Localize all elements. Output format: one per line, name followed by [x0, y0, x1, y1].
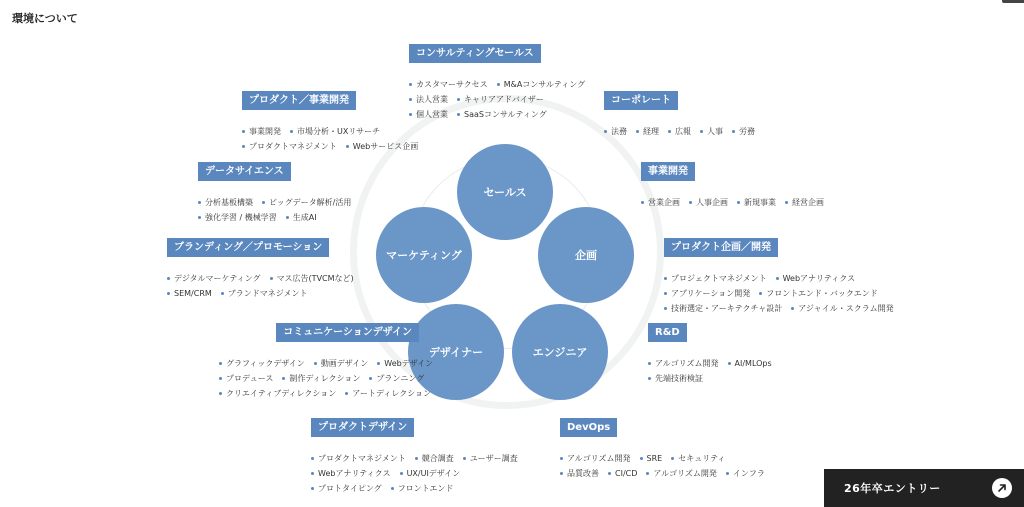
role-item: Webデザイン	[377, 356, 433, 371]
item-row	[311, 445, 527, 463]
item-row	[409, 101, 594, 119]
role-item: CI/CD	[608, 466, 637, 481]
role-item: プロダクトマネジメント	[311, 451, 406, 466]
group-title: コンサルティングセールス	[409, 44, 541, 63]
item-row	[664, 295, 903, 313]
group-product-planning	[664, 235, 903, 313]
role-item: 動画デザイン	[314, 356, 368, 371]
role-item: アルゴリズム開発	[646, 466, 717, 481]
page-title: 環境について	[12, 12, 78, 25]
role-item: 新規事業	[737, 195, 776, 210]
role-item: グラフィックデザイン	[219, 356, 305, 371]
role-item: アルゴリズム開発	[648, 356, 719, 371]
item-row	[409, 71, 594, 89]
role-item: アートディレクション	[345, 386, 431, 401]
group-communication-design	[219, 320, 434, 398]
item-row	[664, 265, 903, 283]
role-item: Webアナリティクス	[776, 271, 856, 286]
role-item: 制作ディレクション	[282, 371, 360, 386]
arrow-icon-glyph	[997, 483, 1007, 493]
circle-planning: 企画	[538, 207, 634, 303]
group-title: コミュニケーションデザイン	[276, 323, 419, 342]
item-row	[664, 280, 903, 298]
role-item: ビッグデータ解析/活用	[262, 195, 351, 210]
role-item: プロトタイピング	[311, 481, 382, 496]
role-item: クリエイティブディレクション	[219, 386, 336, 401]
role-item: Webアナリティクス	[311, 466, 391, 481]
group-items	[311, 445, 527, 493]
role-item: 人事企画	[689, 195, 728, 210]
circle-sales: セールス	[457, 144, 553, 240]
group-branding	[167, 235, 363, 298]
group-product-design	[311, 415, 527, 493]
circle-designer: デザイナー	[408, 304, 504, 400]
group-consulting-sales	[409, 41, 594, 119]
role-item: 人事	[700, 124, 723, 139]
item-row	[242, 118, 427, 136]
role-item: 事業開発	[242, 124, 281, 139]
role-item: キャリアアドバイザー	[457, 92, 544, 107]
role-item: SEM/CRM	[167, 286, 212, 301]
group-title: データサイエンス	[198, 162, 291, 181]
role-item: プロダクトマネジメント	[242, 139, 337, 154]
role-item: 経営企画	[785, 195, 824, 210]
role-item: カスタマーサクセス	[409, 77, 488, 92]
role-item: 技術選定・アーキテクチャ設計	[664, 301, 782, 316]
role-item: 法務	[604, 124, 627, 139]
role-item: アルゴリズム開発	[560, 451, 631, 466]
item-row	[219, 380, 432, 398]
role-item: プロジェクトマネジメント	[664, 271, 767, 286]
arrow-icon	[992, 478, 1012, 498]
role-item: 個人営業	[409, 107, 448, 122]
group-devops	[560, 415, 774, 478]
role-item: アジャイル・スクラム開発	[791, 301, 893, 316]
role-item: 強化学習 / 機械学習	[198, 210, 277, 225]
role-item: プロデュース	[219, 371, 273, 386]
group-product-business	[242, 88, 427, 151]
role-item: 労務	[732, 124, 755, 139]
item-row	[167, 265, 363, 283]
role-item: デジタルマーケティング	[167, 271, 261, 286]
group-items	[641, 189, 833, 207]
group-items	[664, 265, 903, 313]
role-item: 広報	[668, 124, 691, 139]
item-row	[604, 118, 764, 136]
group-business-dev	[641, 159, 833, 207]
group-items	[648, 350, 781, 383]
group-title: 事業開発	[641, 162, 695, 181]
circle-marketing: マーケティング	[376, 207, 472, 303]
entry-button-label: 26年卒エントリー	[844, 482, 941, 495]
group-title: プロダクトデザイン	[311, 418, 414, 437]
role-item: 市場分析・UXリサーチ	[290, 124, 380, 139]
role-item: マス広告(TVCMなど)	[270, 271, 354, 286]
group-title: プロダクト企画／開発	[664, 238, 778, 257]
role-item: アプリケーション開発	[664, 286, 750, 301]
role-item: 経理	[636, 124, 659, 139]
group-items	[560, 445, 774, 478]
item-row	[219, 350, 434, 368]
group-rnd	[648, 320, 781, 383]
group-items	[219, 350, 434, 398]
item-row	[198, 189, 360, 207]
item-row	[560, 445, 774, 463]
role-item: 先端技術検証	[648, 371, 703, 386]
circle-engineer: エンジニア	[512, 304, 608, 400]
role-item: UX/UIデザイン	[400, 466, 461, 481]
group-title: DevOps	[560, 418, 617, 437]
role-item: 営業企画	[641, 195, 680, 210]
group-title: R&D	[648, 323, 687, 342]
role-item: Webサービス企画	[346, 139, 418, 154]
group-items	[604, 118, 764, 136]
role-item: プランニング	[369, 371, 424, 386]
role-item: 品質改善	[560, 466, 599, 481]
item-row	[219, 365, 425, 383]
group-title: プロダクト／事業開発	[242, 91, 356, 110]
item-row	[242, 133, 427, 151]
role-item: SaaSコンサルティング	[457, 107, 547, 122]
group-data-science	[198, 159, 360, 222]
role-item: ブランドマネジメント	[221, 286, 308, 301]
item-row	[648, 350, 781, 368]
corner-decoration	[1002, 0, 1024, 3]
role-item: M&Aコンサルティング	[497, 77, 585, 92]
item-row	[560, 460, 774, 478]
role-item: 生成AI	[286, 210, 317, 225]
role-item: フロントエンド・バックエンド	[759, 286, 878, 301]
role-item: AI/MLOps	[728, 356, 772, 371]
role-item: 法人営業	[409, 92, 448, 107]
entry-button[interactable]	[824, 469, 1024, 507]
group-title: コーポレート	[604, 91, 678, 110]
role-item: セキュリティ	[671, 451, 725, 466]
group-items	[242, 118, 427, 151]
role-item: SRE	[640, 451, 663, 466]
group-title: ブランディング／プロモーション	[167, 238, 329, 257]
group-items	[409, 71, 594, 119]
role-item: 競合調査	[415, 451, 454, 466]
group-corporate	[604, 88, 764, 136]
role-item: インフラ	[726, 466, 765, 481]
item-row	[641, 189, 833, 207]
item-row	[311, 475, 527, 493]
role-item: フロントエンド	[391, 481, 454, 496]
group-items	[167, 265, 363, 298]
group-items	[198, 189, 360, 222]
role-item: ユーザー調査	[463, 451, 518, 466]
role-item: 分析基板構築	[198, 195, 253, 210]
